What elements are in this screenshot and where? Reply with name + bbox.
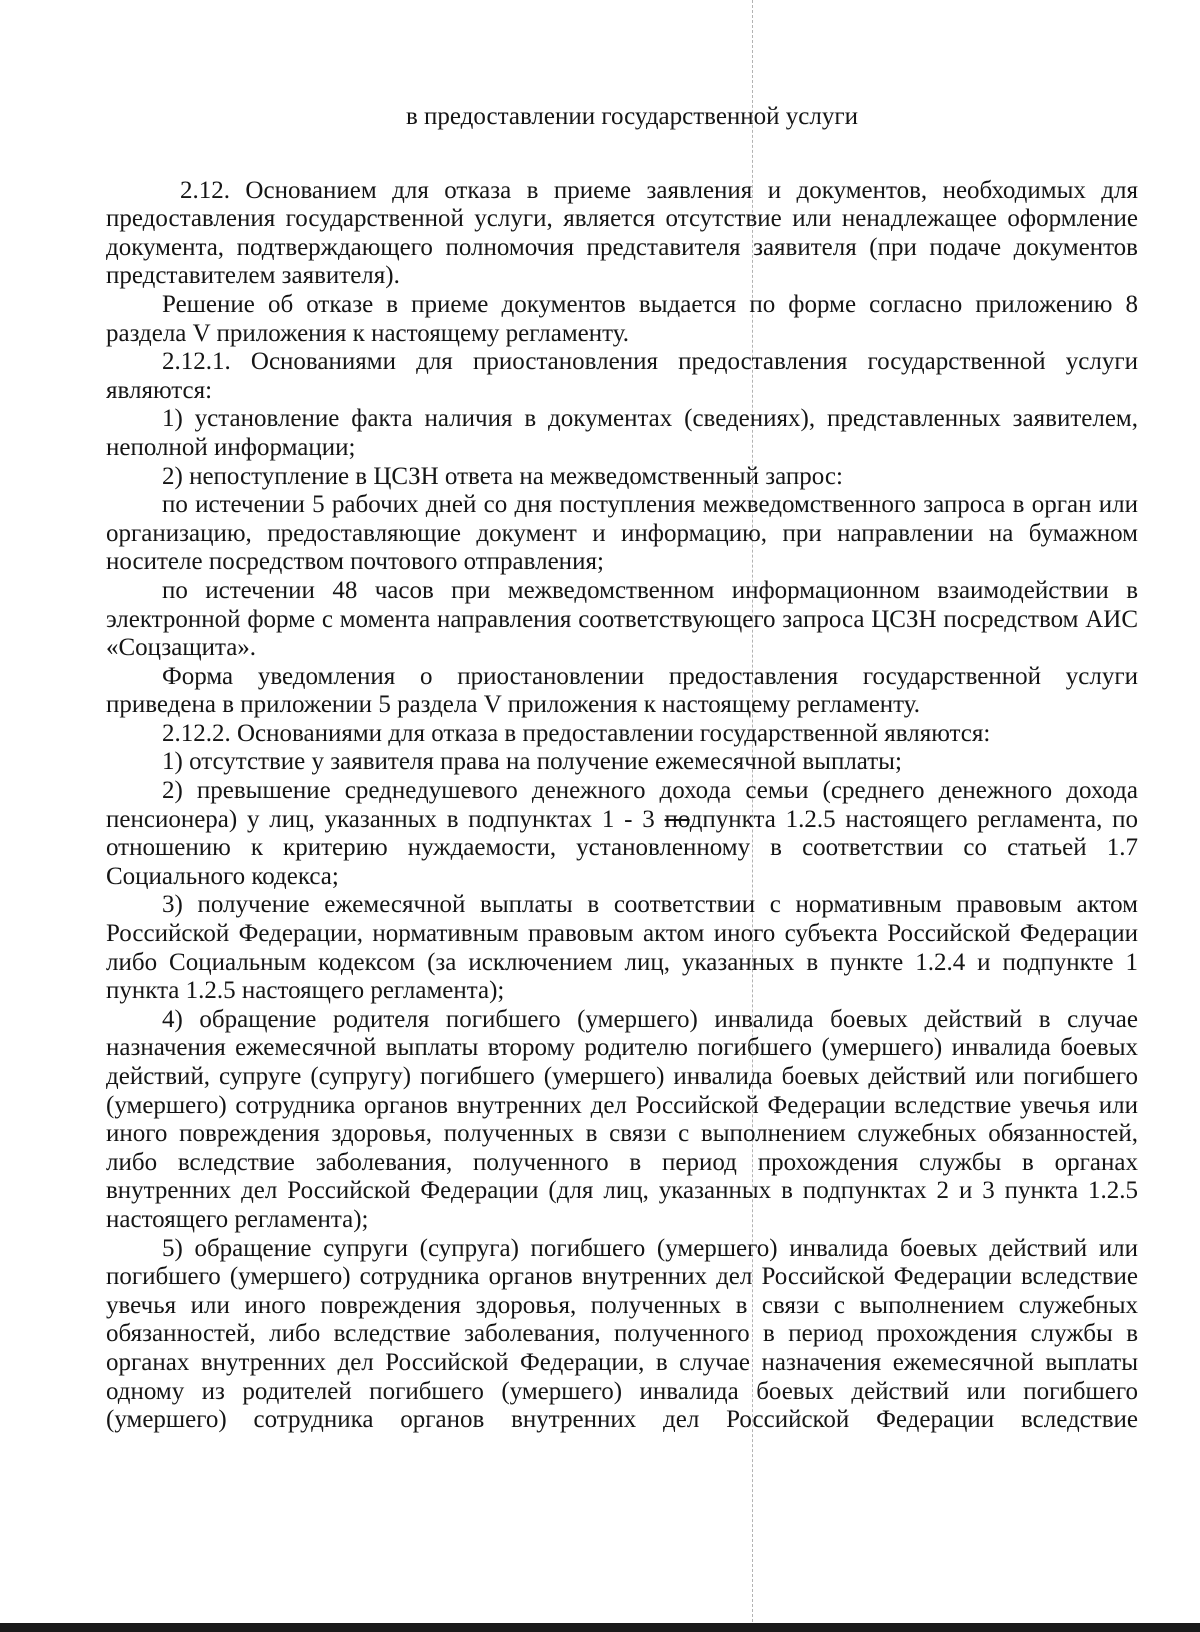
struck-text: по bbox=[664, 805, 690, 833]
paragraph-suspension-2: 2) непоступление в ЦСЗН ответа на межведомственный запрос: bbox=[162, 462, 843, 490]
paragraph-refusal-1: 1) отсутствие у заявителя права на получение ежемесячной выплаты; bbox=[162, 748, 902, 776]
paragraph-refusal-form: Решение об отказе в приеме документов выдается по форме согласно приложению 8 раздела V приложения к настоящему регламенту. bbox=[106, 290, 1138, 347]
paragraph-suspension-48-hours: по истечении 48 часов при межведомственном информационном взаимодействии в электронной форме с момента направления соответствующего запроса ЦСЗН посредством АИС «Соцзащита». bbox=[106, 576, 1138, 662]
document-page bbox=[106, 103, 1138, 1435]
paragraph-refusal-5: 5) обращение супруги (супруга) погибшего (умершего) инвалида боевых действий или погибшего (умершего) сотрудника органов внутренних дел Российской Федерации вследствие увечья или иного повреждения здоровья, полученных в связи с выполнением служебных обязанностей, либо вследствие заболевания, полученного в период прохождения службы в органах внутренних дел Российской Федерации, в случае назначения ежемесячной выплаты одному из родителей погибшего (умершего) инвалида боевых действий или погибшего (умершего) сотрудника органов внутренних дел Российской Федерации вследствие bbox=[106, 1234, 1138, 1434]
scan-bottom-edge bbox=[0, 1623, 1200, 1632]
paragraph-refusal-4: 4) обращение родителя погибшего (умершего) инвалида боевых действий в случае назначения ежемесячной выплаты второму родителю погибшего (умершего) инвалида боевых действий, супруге (супругу) погибшего (умершего) инвалида боевых действий или погибшего (умершего) сотрудника органов внутренних дел Российской Федерации вследствие увечья или иного повреждения здоровья, полученных в связи с выполнением служебных обязанностей, либо вследствие заболевания, полученного в период прохождения службы в органах внутренних дел Российской Федерации (для лиц, указанных в подпунктах 2 и 3 пункта 1.2.5 настоящего регламента); bbox=[106, 1005, 1138, 1233]
paragraph-suspension-5-days: по истечении 5 рабочих дней со дня поступления межведомственного запроса в орган или организацию, предоставляющие документ и информацию, при направлении на бумажном носителе посредством почтового отправления; bbox=[106, 491, 1138, 576]
paragraph-suspension-notice: Форма уведомления о приостановлении предоставления государственной услуги приведена в приложении 5 раздела V приложения к настоящему регламенту. bbox=[106, 662, 1138, 719]
paragraph-2-12: 2.12. Основанием для отказа в приеме заявления и документов, необходимых для предоставления государственной услуги, является отсутствие или ненадлежащее оформление документа, подтверждающего полномочия представителя заявителя (при подаче документов представителем заявителя). bbox=[106, 176, 1138, 290]
paragraph-refusal-3: 3) получение ежемесячной выплаты в соответствии с нормативным правовым актом Российской Федерации, нормативным правовым актом иного субъекта Российской Федерации либо Социальным кодексом (за исключением лиц, указанных в пункте 1.2.4 и подпункте 1 пункта 1.2.5 настоящего регламента); bbox=[106, 891, 1138, 1005]
paragraph-2-12-2: 2.12.2. Основаниями для отказа в предоставлении государственной являются: bbox=[162, 719, 991, 747]
refusal-2-text-after: дпункта 1.2.5 настоящего регламента, по отношению к критерию нуждаемости, установленному в соответствии со статьей 1.7 Социального кодекса; bbox=[106, 805, 1138, 890]
paragraph-2-12-1: 2.12.1. Основаниями для приостановления предоставления государственной услуги являются: bbox=[106, 348, 1138, 404]
paragraph-suspension-1: 1) установление факта наличия в документах (сведениях), представленных заявителем, неполной информации; bbox=[106, 405, 1138, 461]
refusal-2-text-before: 2) превышение среднедушевого денежного дохода семьи (среднего денежного дохода пенсионера) у лиц, указанных в подпунктах 1 - 3 bbox=[106, 777, 1138, 833]
continuation-heading: в предоставлении государственной услуги bbox=[405, 103, 859, 130]
paragraph-refusal-2 bbox=[106, 777, 1138, 891]
